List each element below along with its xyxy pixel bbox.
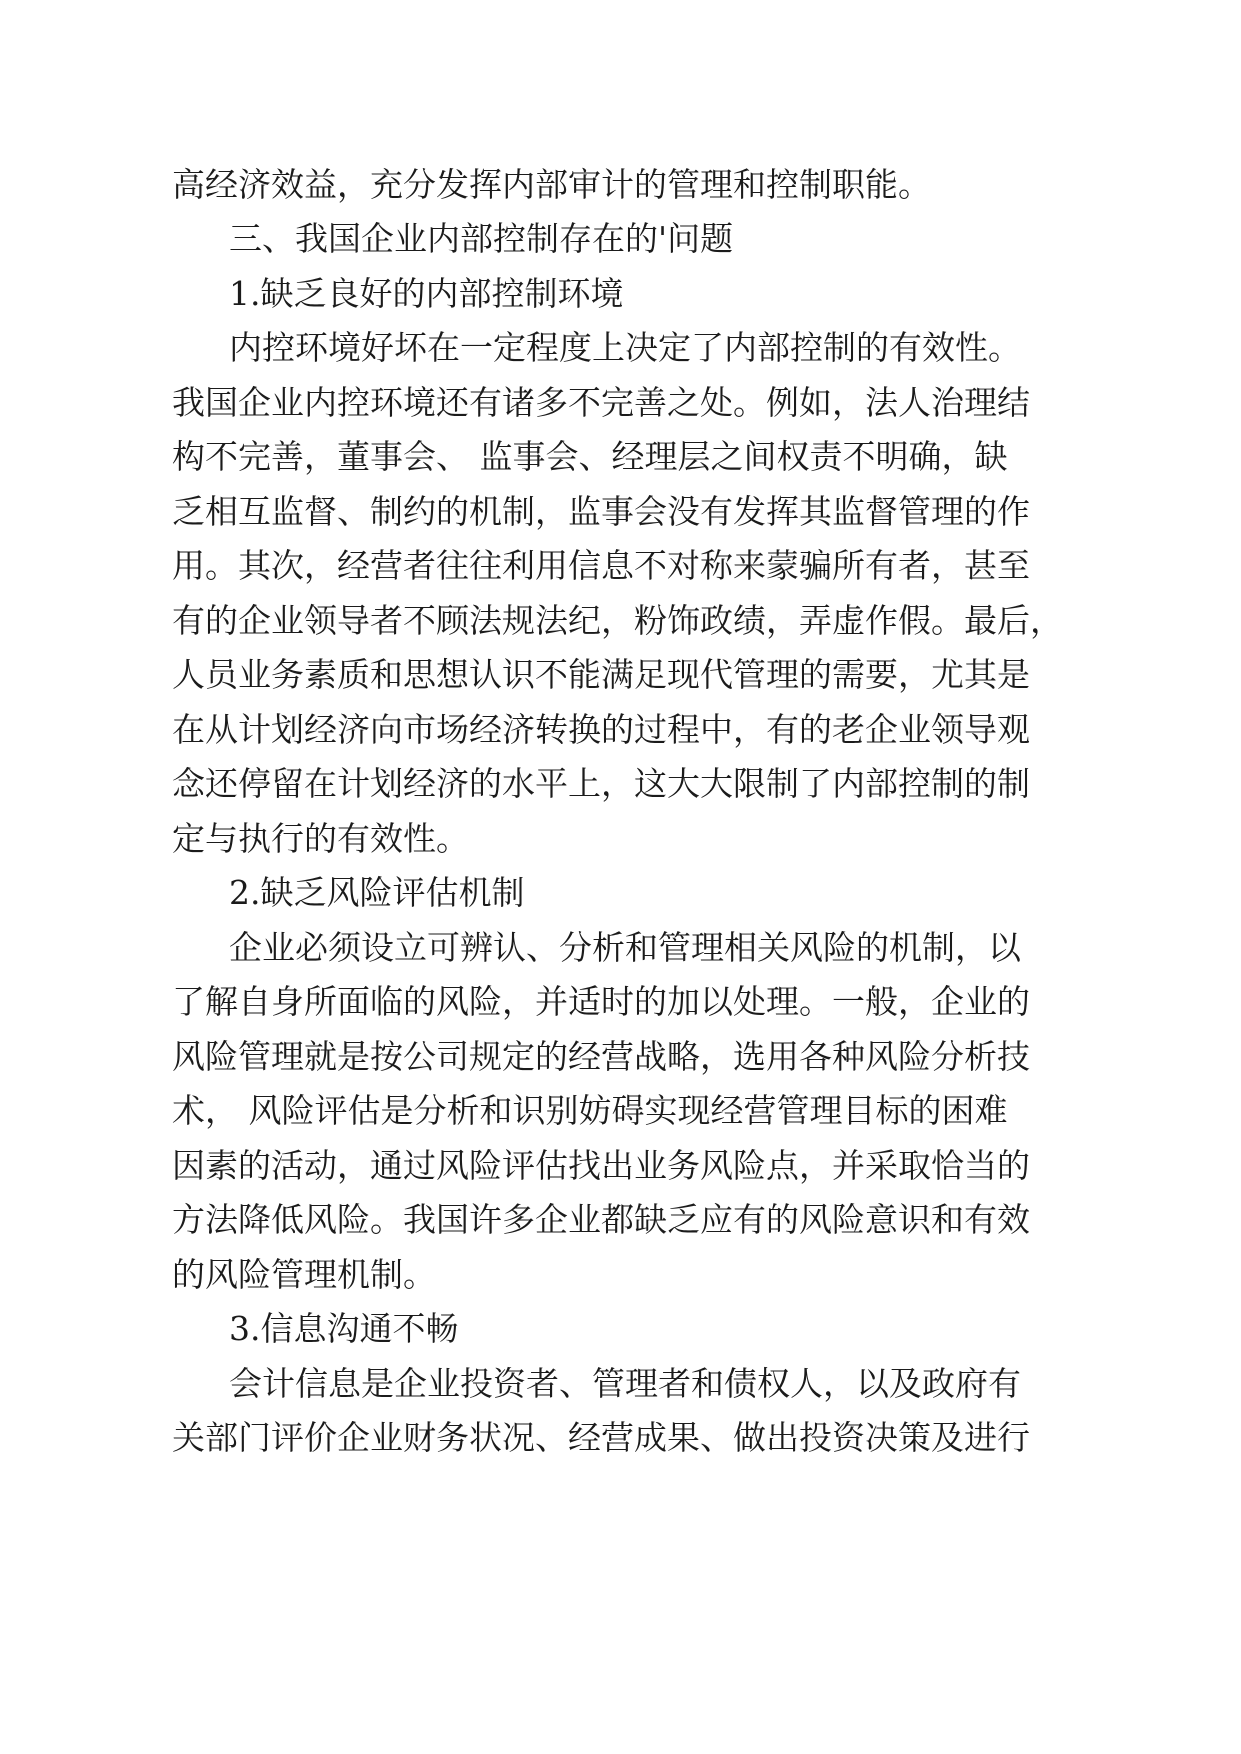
- paragraph-line: 方法降低风险。我国许多企业都缺乏应有的风险意识和有效: [172, 1200, 1030, 1239]
- paragraph-line: 人员业务素质和思想认识不能满足现代管理的需要，尤其是: [172, 655, 1030, 694]
- paragraph-line: 风险管理就是按公司规定的经营战略，选用各种风险分析技: [172, 1037, 1030, 1076]
- paragraph-line: 企业必须设立可辨认、分析和管理相关风险的机制，以: [229, 928, 1021, 967]
- paragraph-line: 术， 风险评估是分析和识别妨碍实现经营管理目标的困难: [172, 1091, 1008, 1130]
- paragraph-line: 有的企业领导者不顾法规法纪，粉饰政绩，弄虚作假。最后，: [172, 601, 1063, 640]
- paragraph-line: 我国企业内控环境还有诸多不完善之处。例如，法人治理结: [172, 383, 1030, 422]
- paragraph-line: 会计信息是企业投资者、管理者和债权人，以及政府有: [229, 1364, 1021, 1403]
- subsection-heading: 1.缺乏良好的内部控制环境: [229, 274, 624, 313]
- paragraph-line: 在从计划经济向市场经济转换的过程中，有的老企业领导观: [172, 710, 1030, 749]
- subsection-heading: 2.缺乏风险评估机制: [229, 873, 525, 912]
- paragraph-line: 了解自身所面临的风险，并适时的加以处理。一般，企业的: [172, 982, 1030, 1021]
- paragraph-line: 乏相互监督、制约的机制，监事会没有发挥其监督管理的作: [172, 492, 1030, 531]
- paragraph-line: 构不完善，董事会、 监事会、经理层之间权责不明确，缺: [172, 437, 1008, 476]
- paragraph-line: 内控环境好坏在一定程度上决定了内部控制的有效性。: [229, 328, 1021, 367]
- paragraph-line: 高经济效益，充分发挥内部审计的管理和控制职能。: [172, 165, 931, 204]
- paragraph-line: 关部门评价企业财务状况、经营成果、做出投资决策及进行: [172, 1418, 1030, 1457]
- paragraph-line: 的风险管理机制。: [172, 1255, 436, 1294]
- paragraph-line: 念还停留在计划经济的水平上，这大大限制了内部控制的制: [172, 764, 1030, 803]
- paragraph-line: 定与执行的有效性。: [172, 819, 469, 858]
- subsection-heading: 3.信息沟通不畅: [229, 1309, 459, 1348]
- paragraph-line: 用。其次，经营者往往利用信息不对称来蒙骗所有者，甚至: [172, 546, 1030, 585]
- paragraph-line: 因素的活动，通过风险评估找出业务风险点，并采取恰当的: [172, 1146, 1030, 1185]
- section-heading: 三、我国企业内部控制存在的'问题: [229, 219, 734, 258]
